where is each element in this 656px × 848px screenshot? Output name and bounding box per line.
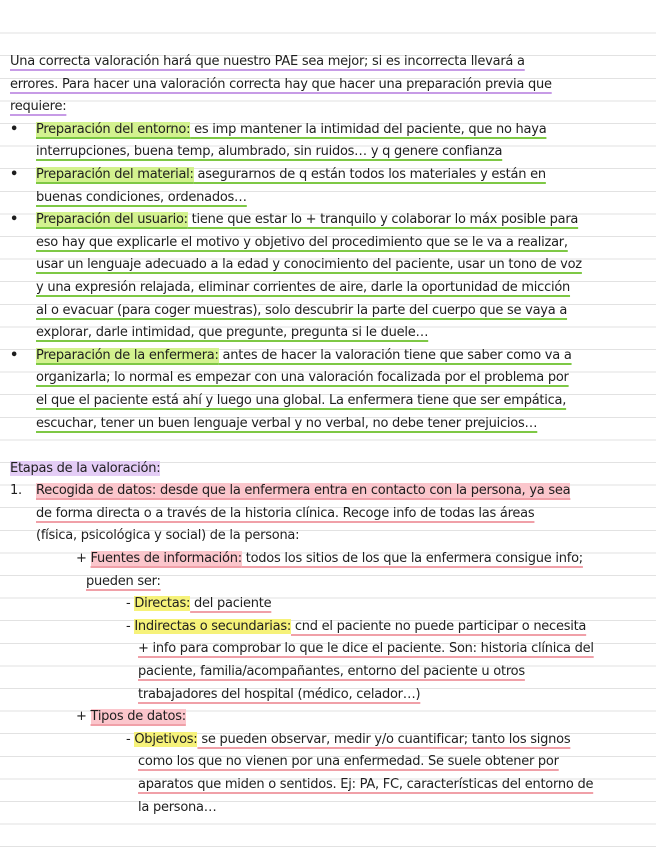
etapas-title: Etapas de la valoración:	[10, 460, 161, 476]
objetivos-line-2	[10, 751, 654, 774]
tipos-label: Tipos de datos:	[90, 709, 186, 725]
fuentes-line-1	[10, 548, 654, 571]
usuario-text-5: al o evacuar (para coger muestras), solo descubrir la parte del cuerpo que se vaya a	[36, 302, 568, 318]
bullet-entorno	[10, 119, 654, 142]
usuario-line-5	[10, 300, 654, 323]
intro-line-3	[10, 96, 654, 119]
objetivos-text-2: como los que no vienen por una enfermedad. Se suele obtener por	[138, 754, 559, 770]
objetivos-line-3	[10, 774, 654, 797]
entorno-text-2: interrupciones, buena temp, alumbrado, sin ruidos… y q genere confianza	[36, 144, 503, 160]
objetivos-marker: -	[126, 731, 135, 747]
bullet-material	[10, 164, 654, 187]
directas-text: del paciente	[190, 596, 272, 612]
indirectas-line-1	[10, 616, 654, 639]
indirectas-line-3	[10, 661, 654, 684]
indirectas-marker: -	[126, 618, 135, 634]
directas-label: Directas:	[134, 596, 191, 612]
intro-text-1: Una correcta valoración hará que nuestro PAE sea mejor; si es incorrecta llevará a	[10, 54, 525, 69]
enfermera-line-2	[10, 367, 654, 390]
etapas-heading	[10, 458, 654, 481]
fuentes-label: Fuentes de información:	[90, 551, 242, 567]
usuario-line-4	[10, 277, 654, 300]
fuentes-line-2	[10, 571, 654, 594]
entorno-label: Preparación del entorno:	[36, 121, 191, 137]
objetivos-text-4: la persona…	[138, 799, 217, 815]
etapa-1-line-2	[10, 503, 654, 526]
directas-marker: -	[126, 596, 135, 612]
indirectas-text-1: cnd el paciente no puede participar o necesita	[290, 618, 587, 634]
enfermera-label: Preparación de la enfermera:	[36, 347, 219, 363]
fuentes-text-2: pueden ser:	[86, 573, 161, 589]
usuario-line-2	[10, 232, 654, 255]
bullet-point: •	[10, 121, 19, 137]
enfermera-line-4	[10, 413, 654, 436]
indirectas-line-4	[10, 684, 654, 707]
material-text-1: asegurarnos de q están todos los materiales y están en	[193, 166, 546, 182]
etapa-1-text-3: (física, psicológica y social) de la persona:	[36, 528, 300, 544]
objetivos-line-1	[10, 729, 654, 752]
bullet-enfermera	[10, 345, 654, 368]
intro-line-1	[10, 51, 654, 74]
usuario-text-6: explorar, darle intimidad, que pregunte, pregunta si le duele…	[36, 325, 429, 341]
notes-content	[10, 51, 654, 819]
objetivos-text-1: se pueden observar, medir y/o cuantificar; tanto los signos	[197, 731, 571, 747]
indirectas-text-3: paciente, familia/acompañantes, entorno del paciente u otros	[138, 664, 525, 680]
enfermera-text-2: organizarla; lo normal es empezar con una valoración focalizada por el problema por	[36, 370, 569, 386]
indirectas-text-2: + info para comprobar lo que le dice el paciente. Son: historia clínica del	[138, 641, 594, 657]
bullet-usuario	[10, 209, 654, 232]
enfermera-text-1: antes de hacer la valoración tiene que saber como va a	[218, 347, 572, 363]
intro-text-2: errores. Para hacer una valoración correcta hay que hacer una preparación previa que	[10, 76, 552, 92]
material-text-2: buenas condiciones, ordenados…	[36, 189, 247, 205]
intro-line-2	[10, 74, 654, 97]
fuentes-text-1: todos los sitios de los que la enfermera consigue info;	[241, 551, 583, 567]
etapa-1-text-2: de forma directa o a través de la historia clínica. Recoge info de todas las áreas	[36, 505, 535, 521]
material-label: Preparación del material:	[36, 166, 194, 182]
indirectas-label: Indirectas o secundarias:	[134, 618, 291, 634]
bullet-point: •	[10, 166, 19, 182]
objetivos-label: Objetivos:	[134, 731, 198, 747]
etapa-1-number: 1.	[10, 483, 22, 499]
usuario-text-3: usar un lenguaje adecuado a la edad y conocimiento del paciente, usar un tono de voz	[36, 257, 582, 273]
usuario-line-3	[10, 254, 654, 277]
usuario-label: Preparación del usuario:	[36, 212, 188, 228]
directas-line	[10, 593, 654, 616]
etapa-1-line-3	[10, 525, 654, 548]
usuario-line-6	[10, 322, 654, 345]
objetivos-line-4	[10, 797, 654, 820]
entorno-text-1: es imp mantener la intimidad del paciente, que no haya	[190, 121, 547, 137]
usuario-text-2: eso hay que explicarle el motivo y objetivo del procedimiento que se le va a realizar,	[36, 234, 568, 250]
etapa-1-line-1	[10, 480, 654, 503]
usuario-text-1: tiene que estar lo + tranquilo y colaborar lo máx posible para	[187, 212, 579, 228]
tipos-line	[10, 706, 654, 729]
objetivos-text-3: aparatos que miden o sentidos. Ej: PA, FC, características del entorno de	[138, 777, 594, 792]
enfermera-text-3: el que el paciente está ahí y luego una global. La enfermera tiene que ser empática,	[36, 392, 567, 408]
tipos-marker: +	[76, 709, 91, 725]
usuario-text-4: y una expresión relajada, eliminar corrientes de aire, darle la oportunidad de micción	[36, 279, 571, 295]
bullet-point: •	[10, 212, 19, 228]
intro-text-3: requiere:	[10, 99, 67, 115]
indirectas-line-2	[10, 638, 654, 661]
enfermera-text-4: escuchar, tener un buen lenguaje verbal y no verbal, no debe tener prejuicios…	[36, 415, 538, 431]
fuentes-marker: +	[76, 551, 91, 567]
enfermera-line-3	[10, 390, 654, 413]
etapa-1-text-1: Recogida de datos: desde que la enfermera entra en contacto con la persona, ya sea	[36, 483, 571, 499]
material-line-2	[10, 187, 654, 210]
indirectas-text-4: trabajadores del hospital (médico, celador…)	[138, 686, 421, 702]
section-gap	[10, 435, 654, 458]
entorno-line-2	[10, 141, 654, 164]
bullet-point: •	[10, 347, 19, 363]
